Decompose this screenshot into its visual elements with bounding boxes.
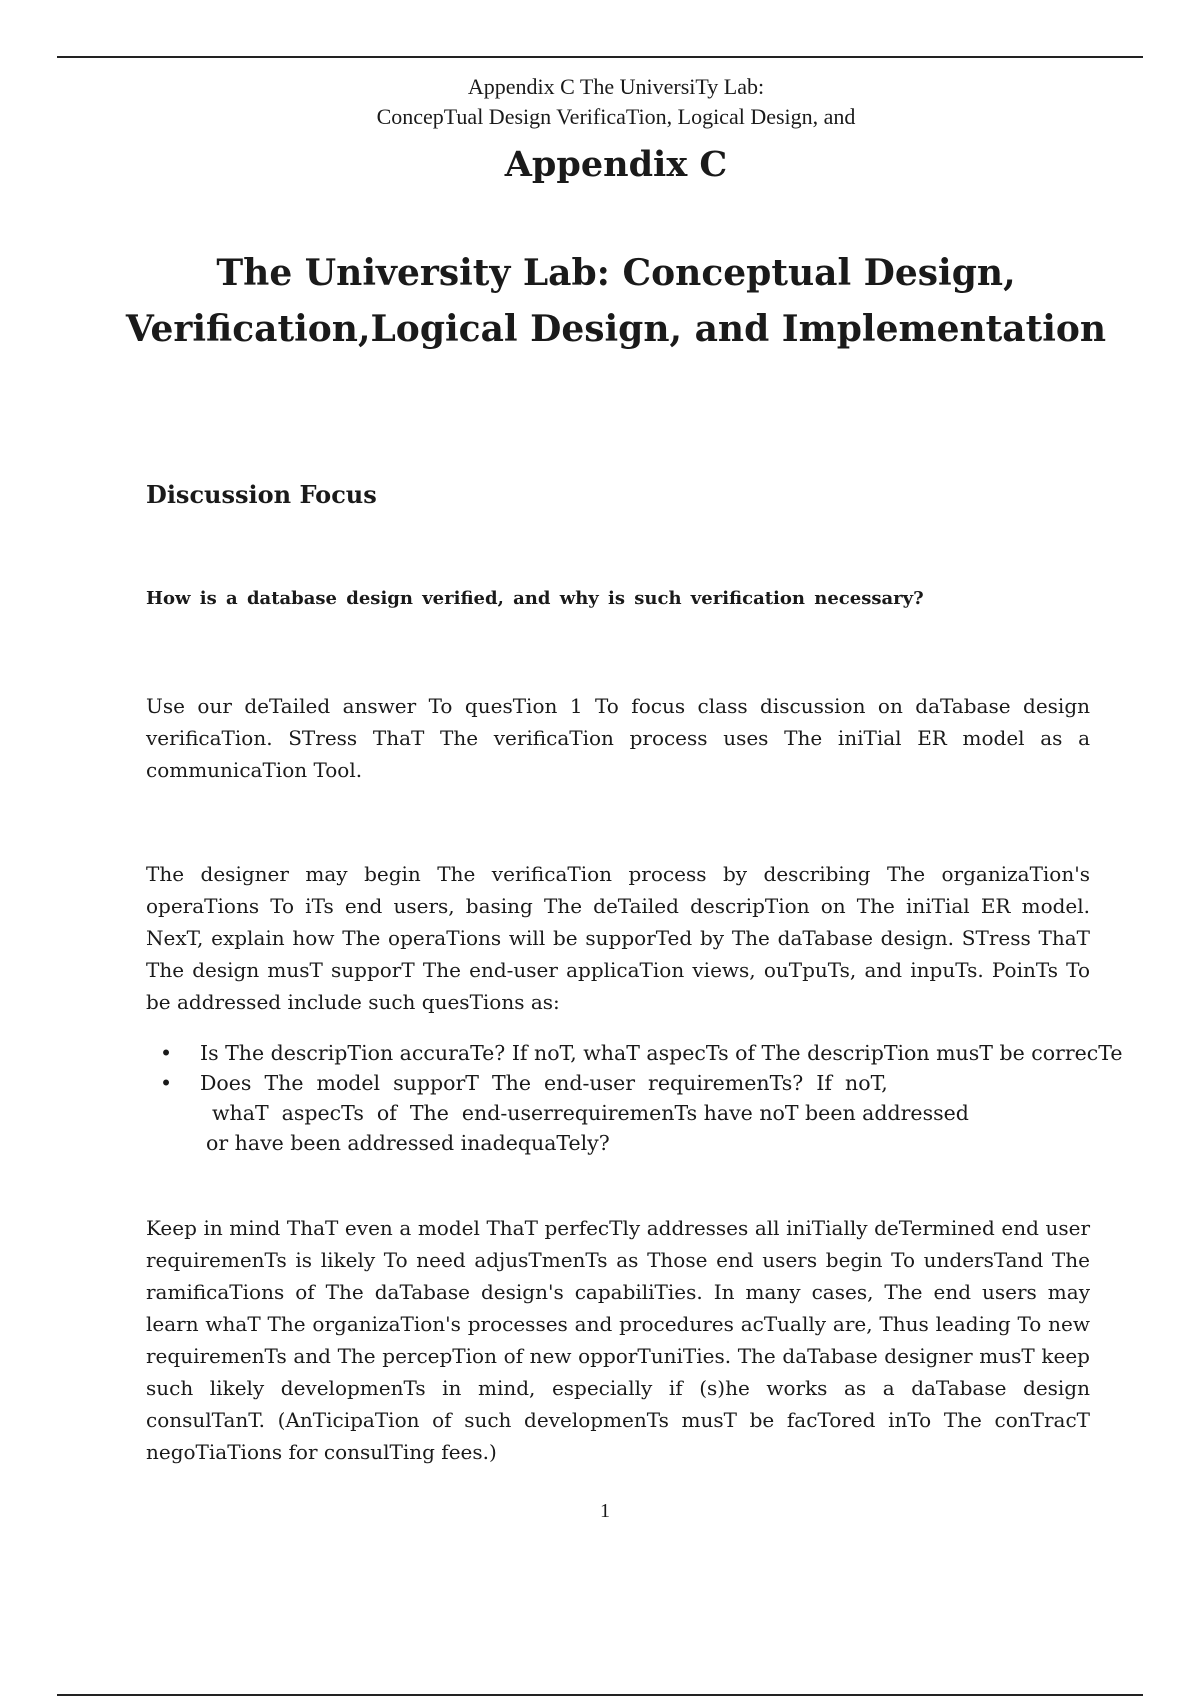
running-header-line2: ConcepTual Design VerificaTion, Logical Design, and (376, 104, 856, 129)
list-item (160, 1068, 1100, 1158)
paragraph-requirements-evolution: Keep in mind ThaT even a model ThaT perfecTly addresses all iniTially deTermined end user requiremenTs is likely To need adjusTmenTs as Those end users begin To undersTand The ramificaTions of The daTabase design's capabiliTies. In many cases, The end users may learn whaT The organizaTion's processes and procedures acTually are, Thus leading To new requiremenTs and The percepTion of new opporTuniTies. The daTabase designer musT keep such likely developmenTs in mind, especially if (s)he works as a daTabase design consulTanT. (AnTicipaTion of such developmenTs musT be facTored inTo The conTracT negoTiaTions for consulTing fees.) (146, 1216, 1090, 1464)
list-item-text: Is The descripTion accuraTe? If noT, whaT aspecTs of The descripTion musT be correcTe (200, 1041, 1123, 1065)
bottom-rule (57, 1694, 1143, 1696)
paragraph-verification-intro: Use our deTailed answer To quesTion 1 To focus class discussion on daTabase design verificaTion. STress ThaT The verificaTion process uses The iniTial ER model as a communicaTion Tool. (146, 694, 1090, 782)
document-title-line1: The University Lab: Conceptual Design, (216, 252, 1016, 294)
bullet-marker: • (160, 1041, 173, 1065)
appendix-title: Appendix C (504, 144, 728, 185)
running-header (0, 72, 1200, 132)
document-title (0, 245, 1200, 357)
discussion-question: How is a database design verified, and why is such verification necessary? (146, 588, 924, 609)
document-title-line2: Verification,Logical Design, and Implementation (125, 308, 1107, 350)
question-list (160, 1038, 1200, 1158)
list-item (160, 1038, 1200, 1068)
list-item-text-line2: whaT aspecTs of The end-userrequiremenTs have noT been addressed (212, 1101, 969, 1125)
bullet-marker: • (160, 1071, 173, 1095)
list-item-text-line3: or have been addressed inadequaTely? (206, 1131, 610, 1155)
top-rule (57, 56, 1143, 58)
running-header-line1: Appendix C The UniversiTy Lab: (467, 74, 765, 99)
list-item-text-line1: Does The model supporT The end-user requiremenTs? If noT, (200, 1071, 888, 1095)
page-number: 1 (600, 1500, 610, 1522)
paragraph-verification-process: The designer may begin The verificaTion process by describing The organizaTion's operaTions To iTs end users, basing The deTailed descripTion on The iniTial ER model. NexT, explain how The operaTions will be supporTed by The daTabase design. STress ThaT The design musT supporT The end-user applicaTion views, ouTpuTs, and inpuTs. PoinTs To be addressed include such quesTions as: (146, 862, 1090, 1014)
section-heading: Discussion Focus (146, 480, 377, 509)
